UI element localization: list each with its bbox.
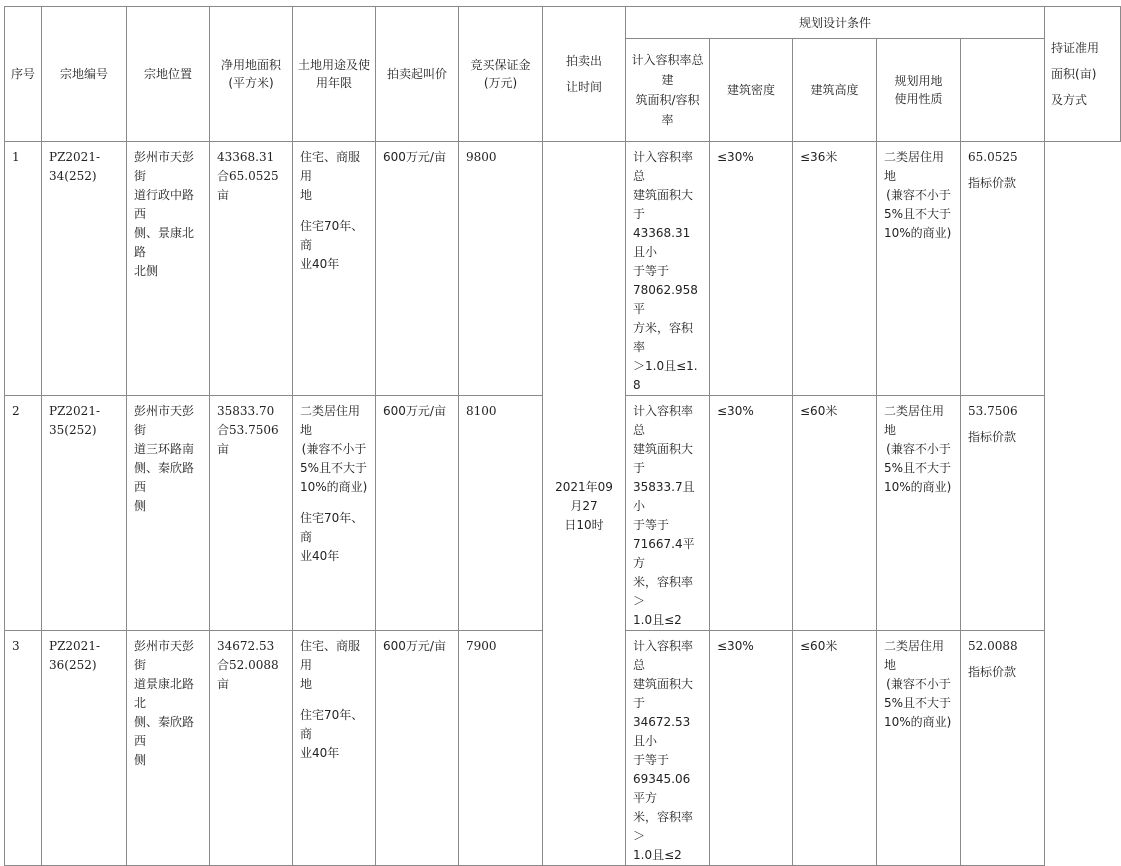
cell-code: [42, 631, 127, 866]
auction-time-line: 日10时: [564, 518, 604, 532]
seq-value: 3: [12, 639, 20, 653]
use-line: 二类居住用地: [300, 404, 361, 437]
use-line: 地: [300, 677, 313, 691]
cell-density: [710, 631, 793, 866]
header-auction-time-line: 让时间: [565, 80, 602, 94]
location-line: 侧: [134, 499, 147, 513]
quota-area: 65.0525: [968, 150, 1018, 164]
header-land-nature-line: 使用性质: [894, 92, 943, 106]
cell-quota: [961, 396, 1045, 631]
code-line: PZ2021-: [49, 150, 101, 164]
height-value: ≤36米: [800, 150, 838, 164]
far-line: 34672.53且小: [633, 715, 691, 748]
land-nature-line: 二类居住用地: [884, 150, 945, 183]
far-line: 米，容积率＞: [633, 575, 694, 608]
far-line: 于等于: [633, 264, 670, 278]
cell-deposit: [459, 142, 543, 396]
cell-land-nature: [877, 142, 961, 396]
location-line: 侧、秦欣路西: [134, 715, 195, 748]
header-deposit-line: 竞买保证金: [470, 58, 531, 72]
cell-location: [127, 396, 210, 631]
header-far-line: 筑面积/容积: [635, 93, 700, 107]
far-line: 35833.7且小: [633, 480, 695, 513]
area-sqm: 34672.53: [217, 639, 275, 653]
start-price-value: 600万元/亩: [383, 150, 446, 164]
cell-seq: [5, 631, 42, 866]
term-line: 业40年: [300, 549, 340, 563]
deposit-value: 9800: [466, 150, 497, 164]
cell-far: [626, 631, 710, 866]
far-line: 建筑面积大于: [633, 442, 694, 475]
header-start-price-label: 拍卖起叫价: [386, 67, 447, 81]
header-auction-time-line: 拍卖出: [565, 54, 602, 68]
height-value: ≤60米: [800, 639, 838, 653]
density-value: ≤30%: [717, 150, 754, 164]
header-seq: [5, 7, 42, 142]
land-nature-line: (兼容不小于: [886, 188, 951, 202]
cell-start-price: [376, 631, 459, 866]
cell-use: [293, 396, 376, 631]
header-deposit: [459, 7, 543, 142]
auction-time-line: 2021年09月27: [555, 480, 613, 513]
height-value: ≤60米: [800, 404, 838, 418]
location-line: 道行政中路西: [134, 188, 195, 221]
far-line: 计入容积率总: [633, 150, 694, 183]
term-line: 住宅70年、商: [300, 219, 364, 252]
quota-method: 指标价款: [968, 430, 1017, 444]
header-height-label: 建筑高度: [810, 83, 859, 97]
cell-height: [793, 396, 877, 631]
cell-deposit: [459, 396, 543, 631]
land-nature-line: 10%的商业): [884, 226, 952, 240]
cell-quota: [961, 142, 1045, 396]
header-location-label: 宗地位置: [143, 67, 192, 81]
header-auction-time: [543, 7, 626, 142]
area-mu: 合53.7506亩: [217, 423, 279, 456]
far-line: 建筑面积大于: [633, 677, 694, 710]
header-land-nature: [877, 39, 961, 142]
code-line: PZ2021-: [49, 639, 101, 653]
cell-quota: [961, 631, 1045, 866]
cell-far: [626, 396, 710, 631]
code-line: 34(252): [49, 169, 97, 183]
header-code: [42, 7, 127, 142]
far-line: 计入容积率总: [633, 404, 694, 437]
cell-seq: [5, 396, 42, 631]
far-line: 43368.31且小: [633, 226, 691, 259]
cell-far: [626, 142, 710, 396]
cell-auction-time: [543, 142, 626, 866]
cell-area: [210, 631, 293, 866]
location-line: 彭州市天彭街: [134, 639, 195, 672]
header-planning-label: 规划设计条件: [799, 15, 872, 30]
header-quota-line: 及方式: [1051, 93, 1088, 107]
cell-use: [293, 631, 376, 866]
code-line: 35(252): [49, 423, 97, 437]
header-use-line: 用年限: [315, 76, 352, 90]
cell-start-price: [376, 396, 459, 631]
header-far-line: 率: [661, 113, 674, 127]
use-line: 地: [300, 188, 313, 202]
header-far-line: 建: [661, 73, 674, 87]
quota-method: 指标价款: [968, 176, 1017, 190]
header-far: [626, 39, 710, 142]
location-line: 北侧: [134, 264, 159, 278]
cell-location: [127, 142, 210, 396]
header-density: [710, 39, 793, 142]
term-line: 业40年: [300, 257, 340, 271]
location-line: 道三环路南: [134, 442, 195, 456]
far-line: 1.0且≤2: [633, 848, 682, 862]
code-line: 36(252): [49, 658, 97, 672]
use-line: 10%的商业): [300, 480, 368, 494]
header-code-label: 宗地编号: [59, 67, 108, 81]
header-area-line: (平方米): [228, 76, 274, 90]
seq-value: 2: [12, 404, 20, 418]
term-line: 住宅70年、商: [300, 511, 364, 544]
header-density-label: 建筑密度: [726, 83, 775, 97]
table-row: [5, 142, 1121, 396]
cell-land-nature: [877, 631, 961, 866]
quota-method: 指标价款: [968, 665, 1017, 679]
code-line: PZ2021-: [49, 404, 101, 418]
land-nature-line: 5%且不大于: [884, 461, 952, 475]
land-nature-line: 10%的商业): [884, 715, 952, 729]
far-line: 69345.06平方: [633, 772, 691, 805]
far-line: 建筑面积大于: [633, 188, 694, 221]
term-line: 住宅70年、商: [300, 708, 364, 741]
cell-density: [710, 396, 793, 631]
far-line: ＞1.0且≤1.8: [633, 359, 698, 392]
far-line: 71667.4平方: [633, 537, 695, 570]
header-land-nature-line: 规划用地: [894, 74, 943, 88]
header-height: [793, 39, 877, 142]
location-line: 彭州市天彭街: [134, 150, 195, 183]
far-line: 1.0且≤2: [633, 613, 682, 627]
area-sqm: 35833.70: [217, 404, 275, 418]
land-nature-line: 二类居住用地: [884, 639, 945, 672]
seq-value: 1: [12, 150, 20, 164]
header-use-line: 土地用途及使: [297, 58, 370, 72]
area-mu: 合52.0088亩: [217, 658, 279, 691]
use-line: 5%且不大于: [300, 461, 368, 475]
cell-seq: [5, 142, 42, 396]
cell-height: [793, 631, 877, 866]
area-sqm: 43368.31: [217, 150, 275, 164]
land-nature-line: (兼容不小于: [886, 442, 951, 456]
area-mu: 合65.0525亩: [217, 169, 279, 202]
deposit-value: 7900: [466, 639, 497, 653]
header-quota-line: 面积(亩): [1051, 67, 1097, 81]
cell-area: [210, 142, 293, 396]
header-area: [210, 7, 293, 142]
use-line: 住宅、商服用: [300, 150, 361, 183]
density-value: ≤30%: [717, 639, 754, 653]
land-nature-line: 10%的商业): [884, 480, 952, 494]
land-nature-line: (兼容不小于: [886, 677, 951, 691]
header-seq-label: 序号: [10, 67, 35, 81]
far-line: 78062.958平: [633, 283, 698, 316]
quota-area: 52.0088: [968, 639, 1018, 653]
use-line: (兼容不小于: [301, 442, 367, 456]
header-use: [293, 7, 376, 142]
start-price-value: 600万元/亩: [383, 639, 446, 653]
header-planning: [626, 7, 1045, 39]
cell-location: [127, 631, 210, 866]
density-value: ≤30%: [717, 404, 754, 418]
cell-density: [710, 142, 793, 396]
header-start-price: [376, 7, 459, 142]
cell-code: [42, 142, 127, 396]
use-line: 住宅、商服用: [300, 639, 361, 672]
far-line: 计入容积率总: [633, 639, 694, 672]
far-line: 米，容积率＞: [633, 810, 694, 843]
cell-deposit: [459, 631, 543, 866]
cell-code: [42, 396, 127, 631]
header-area-line: 净用地面积: [220, 58, 281, 72]
quota-area: 53.7506: [968, 404, 1018, 418]
cell-start-price: [376, 142, 459, 396]
header-deposit-line: (万元): [483, 76, 518, 90]
far-line: 于等于: [633, 753, 670, 767]
land-nature-line: 5%且不大于: [884, 696, 952, 710]
header-quota-line: 持证准用: [1051, 41, 1100, 55]
term-line: 业40年: [300, 746, 340, 760]
header-quota: [1045, 7, 1121, 142]
deposit-value: 8100: [466, 404, 497, 418]
location-line: 彭州市天彭街: [134, 404, 195, 437]
far-line: 于等于: [633, 518, 670, 532]
location-line: 侧: [134, 753, 147, 767]
land-nature-line: 二类居住用地: [884, 404, 945, 437]
land-nature-line: 5%且不大于: [884, 207, 952, 221]
header-far-line: 计入容积率总: [631, 53, 704, 67]
land-auction-table: [4, 6, 1121, 866]
cell-land-nature: [877, 396, 961, 631]
location-line: 侧、景康北路: [134, 226, 195, 259]
cell-area: [210, 396, 293, 631]
cell-height: [793, 142, 877, 396]
location-line: 道景康北路北: [134, 677, 195, 710]
far-line: 方米，容积率: [633, 321, 694, 354]
location-line: 侧、秦欣路西: [134, 461, 195, 494]
header-location: [127, 7, 210, 142]
start-price-value: 600万元/亩: [383, 404, 446, 418]
cell-use: [293, 142, 376, 396]
